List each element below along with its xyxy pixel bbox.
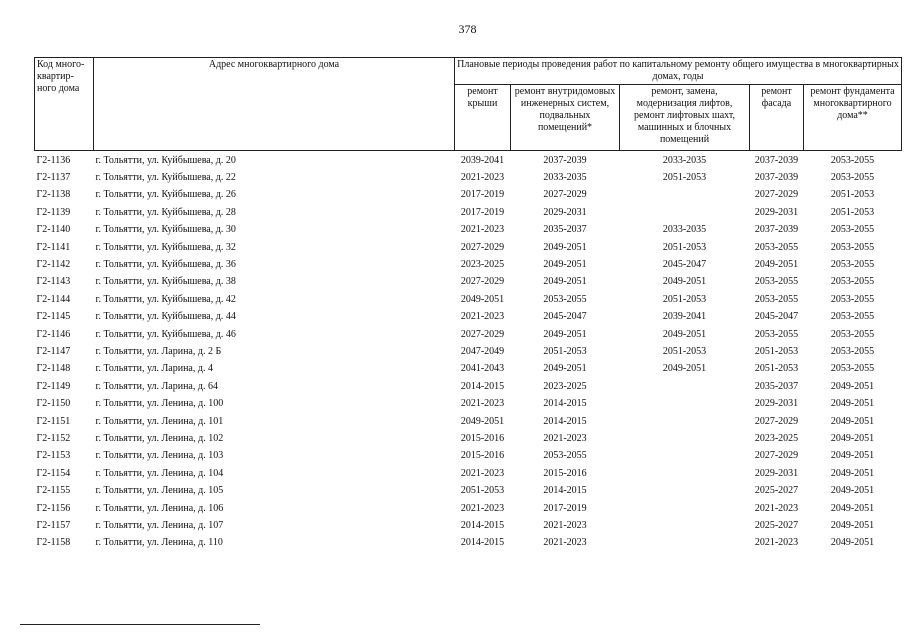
cell-facade: 2051-2053	[754, 345, 799, 357]
cell-code: Г2-1145	[36, 311, 71, 323]
table-row	[35, 361, 902, 378]
cell-code: Г2-1152	[36, 432, 71, 444]
table-row	[35, 169, 902, 186]
table-row	[35, 343, 902, 360]
cell-elevators: 2051-2053	[662, 345, 707, 357]
cell-roof: 2049-2051	[460, 415, 505, 427]
cell-address: г. Тольятти, ул. Куйбышева, д. 22	[95, 172, 236, 184]
cell-address: г. Тольятти, ул. Куйбышева, д. 26	[95, 189, 236, 201]
cell-roof: 2041-2043	[460, 363, 505, 375]
cell-roof: 2021-2023	[460, 398, 505, 410]
cell-elevators: 2049-2051	[662, 328, 707, 340]
cell-address: г. Тольятти, ул. Ленина, д. 102	[95, 432, 224, 444]
cell-elevators	[620, 465, 750, 482]
cell-code: Г2-1154	[36, 467, 71, 479]
table-row	[35, 535, 902, 552]
cell-systems: 2029-2031	[543, 206, 587, 218]
cell-foundation: 2051-2053	[830, 206, 875, 218]
cell-systems: 2014-2015	[543, 485, 587, 497]
header-elevators: ремонт, замена, модернизация лифтов, ремонт лифтовых шахт, машинных и блочных помещений	[620, 85, 750, 151]
cell-elevators	[620, 378, 750, 395]
cell-foundation: 2053-2055	[830, 241, 875, 253]
cell-elevators: 2039-2041	[662, 311, 707, 323]
cell-address: г. Тольятти, ул. Ленина, д. 110	[95, 537, 223, 549]
cell-foundation: 2049-2051	[830, 537, 875, 549]
cell-roof: 2039-2041	[460, 154, 505, 166]
cell-address: г. Тольятти, ул. Ленина, д. 104	[95, 467, 224, 479]
cell-systems: 2033-2035	[543, 172, 587, 184]
cell-facade: 2053-2055	[754, 241, 799, 253]
cell-elevators	[620, 187, 750, 204]
cell-elevators	[620, 395, 750, 412]
cell-facade: 2045-2047	[754, 311, 799, 323]
cell-address: г. Тольятти, ул. Ленина, д. 105	[95, 485, 224, 497]
cell-code: Г2-1147	[36, 345, 71, 357]
cell-facade: 2037-2039	[754, 172, 799, 184]
cell-elevators: 2049-2051	[662, 363, 707, 375]
cell-elevators: 2051-2053	[662, 293, 707, 305]
cell-facade: 2029-2031	[754, 467, 799, 479]
cell-address: г. Тольятти, ул. Куйбышева, д. 32	[95, 241, 236, 253]
cell-roof: 2027-2029	[460, 328, 505, 340]
header-address: Адрес многоквартирного дома	[94, 58, 455, 151]
cell-systems: 2049-2051	[543, 363, 587, 375]
cell-systems: 2023-2025	[543, 380, 587, 392]
cell-roof: 2014-2015	[460, 519, 505, 531]
table-row	[35, 151, 902, 170]
cell-facade: 2021-2023	[754, 502, 799, 514]
cell-foundation: 2053-2055	[830, 154, 875, 166]
table-row	[35, 274, 902, 291]
cell-roof: 2027-2029	[460, 276, 505, 288]
cell-code: Г2-1141	[36, 241, 71, 253]
cell-facade: 2037-2039	[754, 224, 799, 236]
cell-elevators: 2051-2053	[662, 241, 707, 253]
cell-roof: 2021-2023	[460, 467, 505, 479]
cell-elevators	[620, 535, 750, 552]
table-row	[35, 309, 902, 326]
cell-foundation: 2049-2051	[830, 467, 875, 479]
cell-systems: 2037-2039	[543, 154, 587, 166]
cell-systems: 2027-2029	[543, 189, 587, 201]
cell-address: г. Тольятти, ул. Ларина, д. 64	[95, 380, 218, 392]
cell-foundation: 2049-2051	[830, 432, 875, 444]
cell-systems: 2051-2053	[543, 345, 587, 357]
cell-facade: 2025-2027	[754, 519, 799, 531]
cell-roof: 2021-2023	[460, 311, 505, 323]
cell-code: Г2-1148	[36, 363, 71, 375]
cell-elevators	[620, 482, 750, 499]
cell-elevators	[620, 500, 750, 517]
cell-systems: 2017-2019	[543, 502, 587, 514]
repair-schedule-table	[34, 57, 902, 552]
cell-elevators	[620, 430, 750, 447]
cell-foundation: 2053-2055	[830, 224, 875, 236]
table-row	[35, 517, 902, 534]
cell-foundation: 2053-2055	[830, 276, 875, 288]
cell-roof: 2017-2019	[460, 206, 505, 218]
table-row	[35, 204, 902, 221]
table-row	[35, 448, 902, 465]
cell-roof: 2017-2019	[460, 189, 505, 201]
table-row	[35, 256, 902, 273]
table-row	[35, 430, 902, 447]
cell-roof: 2021-2023	[460, 172, 505, 184]
cell-code: Г2-1158	[36, 537, 71, 549]
cell-facade: 2029-2031	[754, 206, 799, 218]
cell-facade: 2027-2029	[754, 450, 799, 462]
cell-facade: 2027-2029	[754, 415, 799, 427]
footnote-separator	[20, 624, 260, 625]
cell-systems: 2021-2023	[543, 432, 587, 444]
header-facade: ремонт фасада	[750, 85, 804, 151]
cell-elevators	[620, 413, 750, 430]
cell-address: г. Тольятти, ул. Куйбышева, д. 38	[95, 276, 236, 288]
cell-code: Г2-1156	[36, 502, 71, 514]
page-number: 378	[458, 22, 477, 36]
cell-roof: 2021-2023	[460, 502, 505, 514]
cell-address: г. Тольятти, ул. Куйбышева, д. 46	[95, 328, 236, 340]
cell-systems: 2021-2023	[543, 537, 587, 549]
cell-roof: 2015-2016	[460, 432, 505, 444]
cell-code: Г2-1136	[36, 154, 71, 166]
cell-elevators: 2045-2047	[662, 259, 707, 271]
cell-code: Г2-1153	[36, 450, 71, 462]
cell-code: Г2-1137	[36, 172, 71, 184]
cell-address: г. Тольятти, ул. Куйбышева, д. 28	[95, 206, 236, 218]
cell-foundation: 2053-2055	[830, 328, 875, 340]
table-row	[35, 395, 902, 412]
cell-foundation: 2049-2051	[830, 450, 875, 462]
cell-facade: 2053-2055	[754, 328, 799, 340]
cell-elevators	[620, 448, 750, 465]
cell-facade: 2025-2027	[754, 485, 799, 497]
cell-foundation: 2053-2055	[830, 293, 875, 305]
cell-systems: 2049-2051	[543, 241, 587, 253]
cell-foundation: 2051-2053	[830, 189, 875, 201]
table-row	[35, 239, 902, 256]
cell-roof: 2014-2015	[460, 380, 505, 392]
cell-elevators: 2033-2035	[662, 224, 707, 236]
cell-code: Г2-1142	[36, 259, 71, 271]
cell-code: Г2-1138	[36, 189, 71, 201]
table-row	[35, 222, 902, 239]
cell-address: г. Тольятти, ул. Куйбышева, д. 30	[95, 224, 236, 236]
cell-elevators: 2049-2051	[662, 276, 707, 288]
cell-roof: 2027-2029	[460, 241, 505, 253]
cell-roof: 2015-2016	[460, 450, 505, 462]
cell-foundation: 2053-2055	[830, 259, 875, 271]
cell-systems: 2049-2051	[543, 328, 587, 340]
cell-roof: 2049-2051	[460, 293, 505, 305]
header-code: Код много-квартир-ного дома	[35, 58, 94, 151]
cell-address: г. Тольятти, ул. Ленина, д. 107	[95, 519, 224, 531]
header-systems: ремонт внутридомовых инженерных систем, подвальных помещений*	[511, 85, 620, 151]
cell-address: г. Тольятти, ул. Куйбышева, д. 44	[95, 311, 236, 323]
cell-foundation: 2049-2051	[830, 485, 875, 497]
cell-systems: 2045-2047	[543, 311, 587, 323]
cell-roof: 2047-2049	[460, 345, 505, 357]
cell-code: Г2-1157	[36, 519, 71, 531]
cell-systems: 2049-2051	[543, 259, 587, 271]
cell-code: Г2-1140	[36, 224, 71, 236]
cell-address: г. Тольятти, ул. Ленина, д. 103	[95, 450, 224, 462]
cell-foundation: 2049-2051	[830, 380, 875, 392]
cell-foundation: 2049-2051	[830, 398, 875, 410]
cell-address: г. Тольятти, ул. Ленина, д. 106	[95, 502, 224, 514]
cell-roof: 2023-2025	[460, 259, 505, 271]
cell-elevators	[620, 517, 750, 534]
cell-code: Г2-1149	[36, 380, 71, 392]
cell-roof: 2014-2015	[460, 537, 505, 549]
cell-facade: 2035-2037	[754, 380, 799, 392]
cell-code: Г2-1155	[36, 485, 71, 497]
table-row	[35, 413, 902, 430]
cell-systems: 2053-2055	[543, 293, 587, 305]
cell-foundation: 2049-2051	[830, 519, 875, 531]
cell-facade: 2023-2025	[754, 432, 799, 444]
header-periods: Плановые периоды проведения работ по капитальному ремонту общего имущества в многоквартирных домах, годы	[455, 58, 902, 85]
cell-foundation: 2053-2055	[830, 311, 875, 323]
cell-systems: 2021-2023	[543, 519, 587, 531]
cell-foundation: 2049-2051	[830, 415, 875, 427]
cell-code: Г2-1143	[36, 276, 71, 288]
cell-address: г. Тольятти, ул. Куйбышева, д. 36	[95, 259, 236, 271]
cell-code: Г2-1146	[36, 328, 71, 340]
table-body	[35, 151, 902, 552]
cell-code: Г2-1139	[36, 206, 71, 218]
cell-code: Г2-1151	[36, 415, 71, 427]
table-row	[35, 291, 902, 308]
cell-systems: 2035-2037	[543, 224, 587, 236]
cell-facade: 2049-2051	[754, 259, 799, 271]
table-row	[35, 500, 902, 517]
cell-facade: 2037-2039	[754, 154, 799, 166]
cell-address: г. Тольятти, ул. Куйбышева, д. 20	[95, 154, 236, 166]
cell-foundation: 2053-2055	[830, 363, 875, 375]
cell-facade: 2021-2023	[754, 537, 799, 549]
table-row	[35, 482, 902, 499]
cell-elevators	[620, 204, 750, 221]
header-roof: ремонт крыши	[455, 85, 511, 151]
cell-systems: 2014-2015	[543, 415, 587, 427]
cell-address: г. Тольятти, ул. Ленина, д. 100	[95, 398, 224, 410]
cell-code: Г2-1150	[36, 398, 71, 410]
cell-facade: 2053-2055	[754, 276, 799, 288]
cell-address: г. Тольятти, ул. Куйбышева, д. 42	[95, 293, 236, 305]
cell-address: г. Тольятти, ул. Ларина, д. 2 Б	[95, 345, 222, 357]
cell-facade: 2027-2029	[754, 189, 799, 201]
cell-facade: 2029-2031	[754, 398, 799, 410]
cell-systems: 2015-2016	[543, 467, 587, 479]
cell-elevators: 2051-2053	[662, 172, 707, 184]
cell-systems: 2053-2055	[543, 450, 587, 462]
table-row	[35, 465, 902, 482]
cell-roof: 2051-2053	[460, 485, 505, 497]
table-row	[35, 326, 902, 343]
cell-systems: 2014-2015	[543, 398, 587, 410]
cell-facade: 2051-2053	[754, 363, 799, 375]
cell-facade: 2053-2055	[754, 293, 799, 305]
cell-foundation: 2053-2055	[830, 345, 875, 357]
cell-address: г. Тольятти, ул. Ленина, д. 101	[95, 415, 224, 427]
header-foundation: ремонт фундамента многоквартирного дома**	[804, 85, 902, 151]
cell-elevators: 2033-2035	[662, 154, 707, 166]
cell-roof: 2021-2023	[460, 224, 505, 236]
cell-foundation: 2053-2055	[830, 172, 875, 184]
cell-code: Г2-1144	[36, 293, 71, 305]
table-row	[35, 187, 902, 204]
cell-systems: 2049-2051	[543, 276, 587, 288]
table-row	[35, 378, 902, 395]
cell-address: г. Тольятти, ул. Ларина, д. 4	[95, 363, 213, 375]
cell-foundation: 2049-2051	[830, 502, 875, 514]
